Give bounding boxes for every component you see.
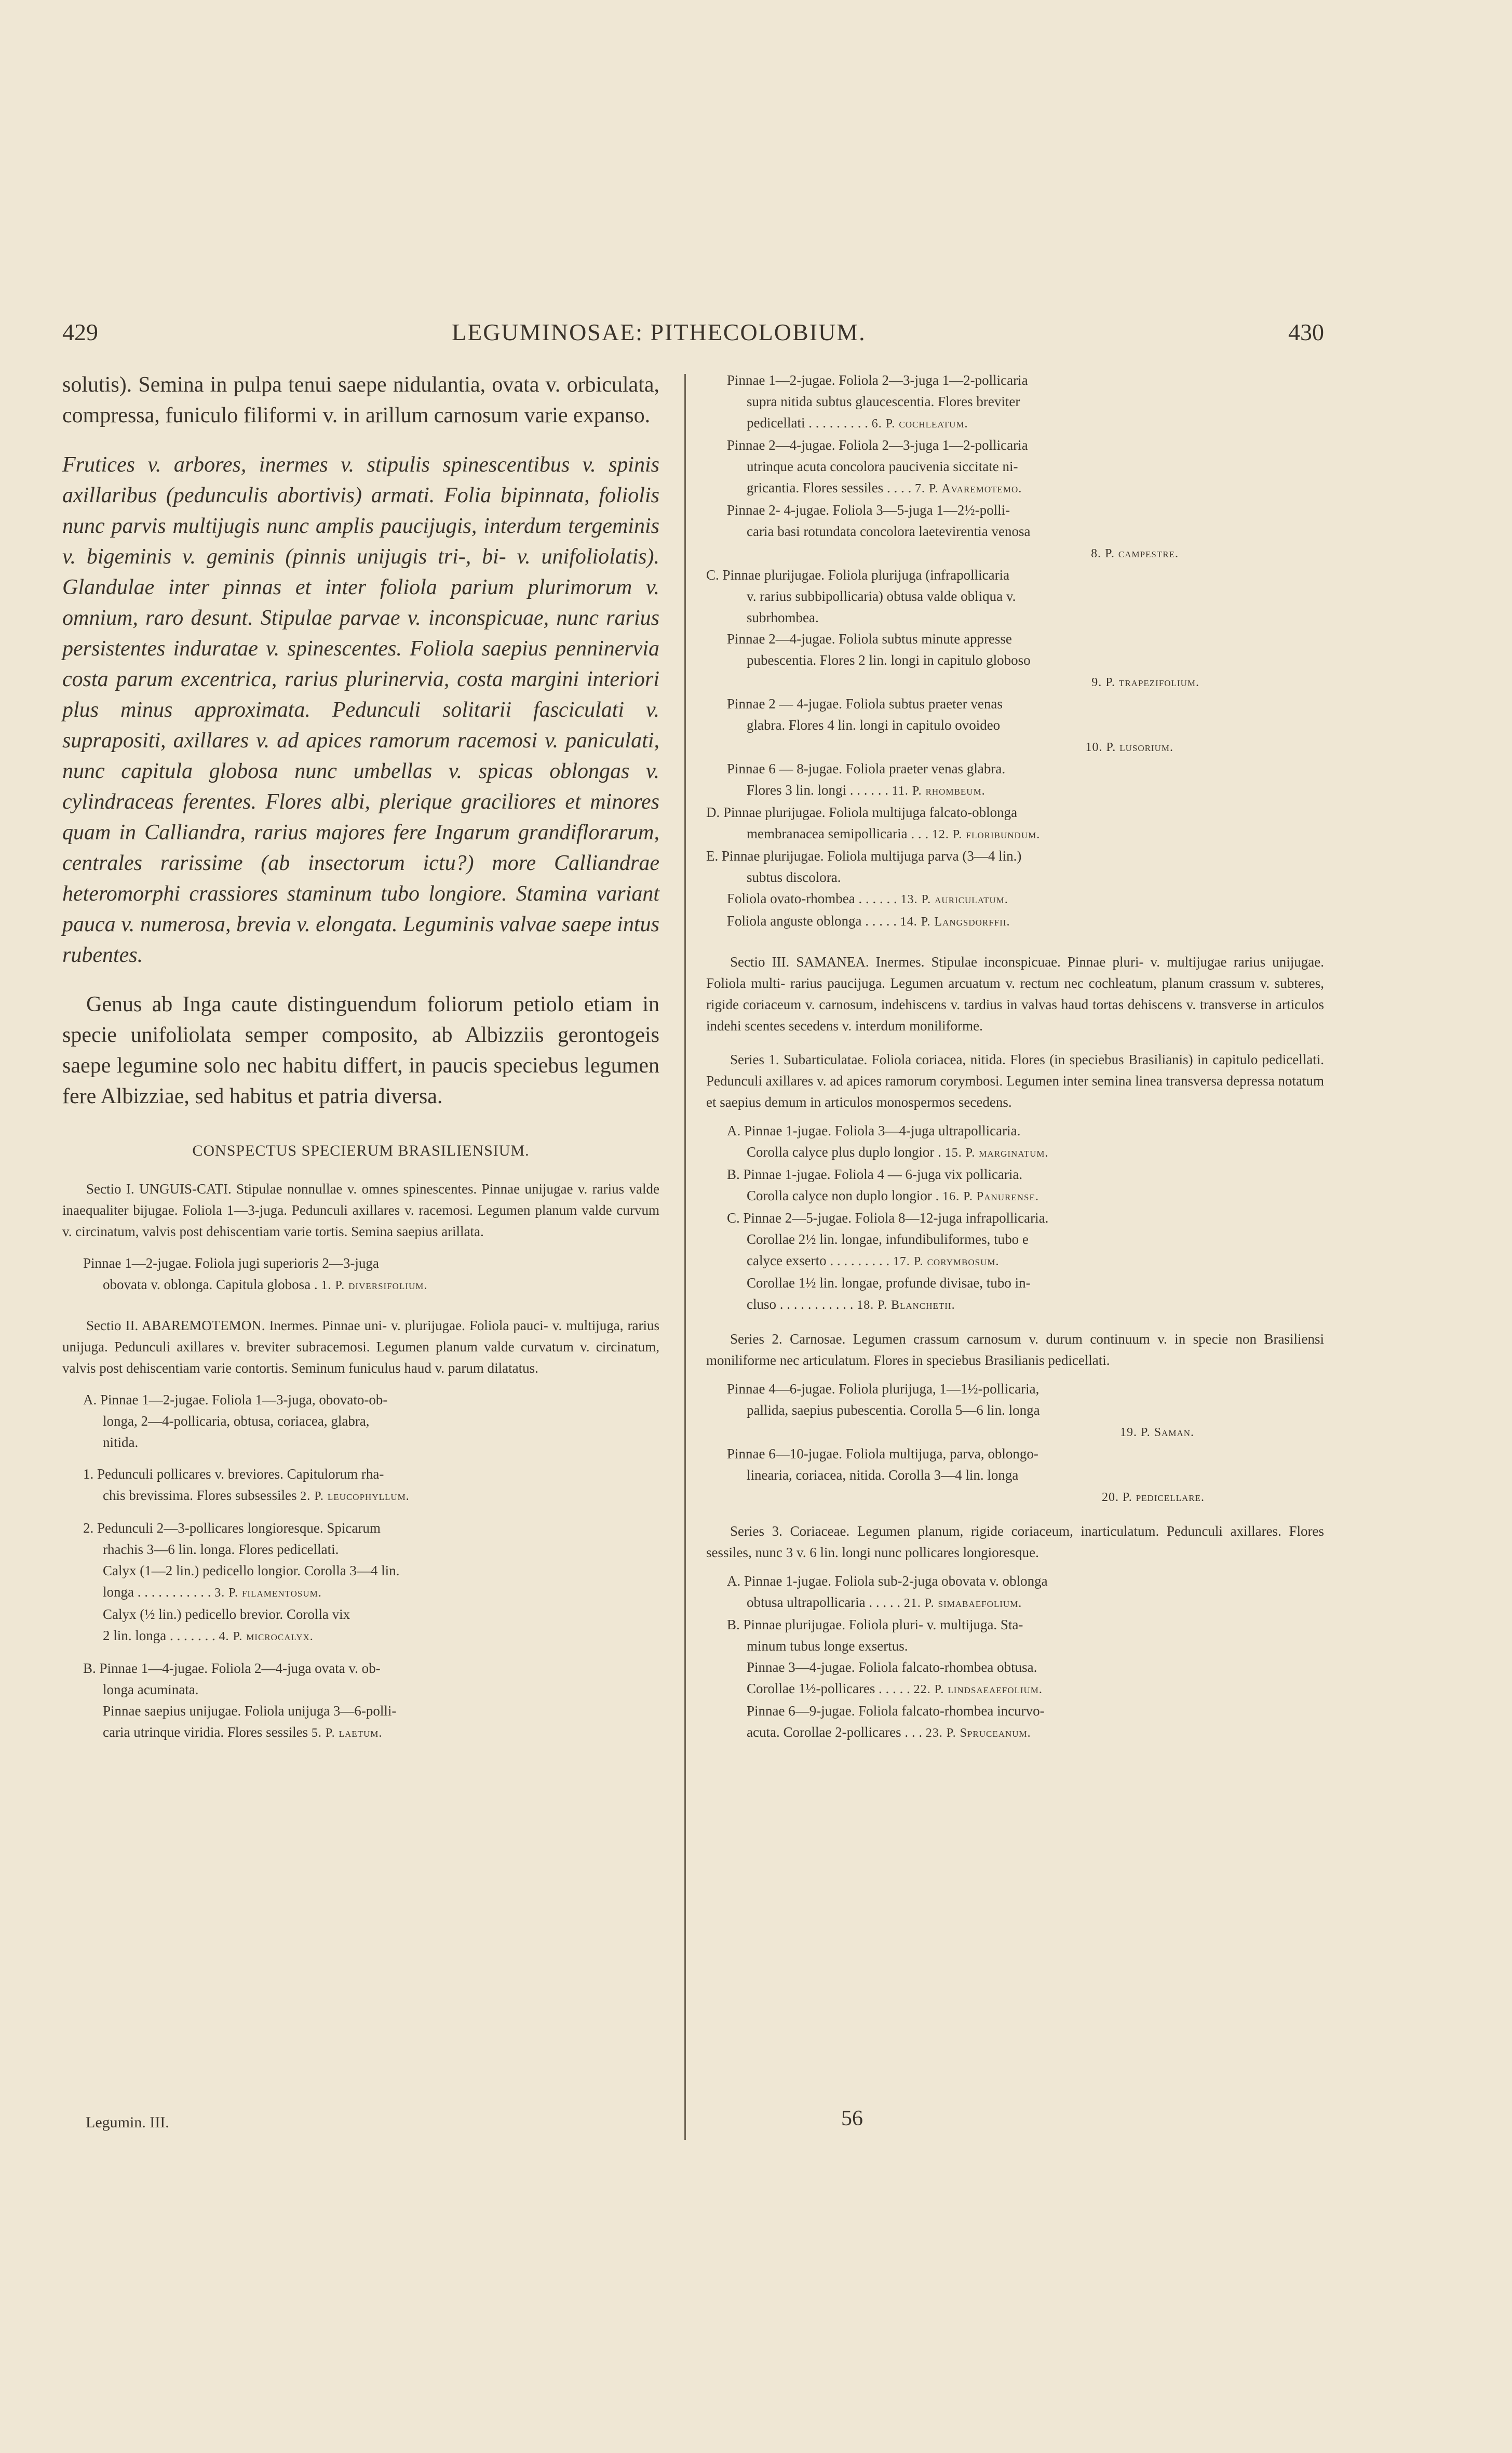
key-series-1: A. Pinnae 1-jugae. Foliola 3—4-juga ultrapollicaria. Corolla calyce plus duplo longior . 15. P. marginatum. B. Pinnae 1-jugae. Foliola 4 — 6-juga vix pollicaria. Corolla calyce non duplo longior . 16. P. Panurense. C. Pinnae 2—5-jugae. Foliola 8—12-juga infrapollicaria. Corollae 2½ lin. longae, infundibuliformes, tubo e calyce exserto . . . . . . . . . 17. P. corymbosum. Corollae 1½ lin. longae, profunde divisae, tubo in- cluso . . . . . . . . . . . 18. P. Blanchetii. (727, 1123, 1049, 1312)
key-entry-1: 1. Pedunculi pollicares v. breviores. Capitulorum rha- chis brevissima. Flores subsessiles 2. P. leucophyllum. (83, 1466, 410, 1503)
running-head (62, 317, 1324, 353)
conspectus-heading: CONSPECTUS SPECIERUM BRASILIENSIUM. (192, 1142, 530, 1159)
left-column (62, 370, 659, 1744)
series-1: Series 1. Subarticulatae. Foliola coriacea, nitida. Flores (in speciebus Brasilianis) in capitulo pedicellati. Pedunculi axillares v. ad apices ramorum corymbosi. Legumen inter semina linea transversa depressa notatum et saepius demum in articulos monospermos secedens. (706, 1052, 1324, 1110)
sheet-number: 56 (841, 2107, 863, 2130)
key-series-2: Pinnae 4—6-jugae. Foliola plurijuga, 1—1½-pollicaria, pallida, saepius pubescentia. Corolla 5—6 lin. longa 19. P. Saman. Pinnae 6—10-jugae. Foliola multijuga, parva, oblongo- linearia, coriacea, nitida. Corolla 3—4 lin. longa 20. P. pedicellare. (727, 1381, 1205, 1504)
page-number-left: 429 (62, 319, 98, 345)
sectio-2: Sectio II. ABAREMOTEMON. Inermes. Pinnae uni- v. plurijugae. Foliola pauci- v. multijuga, rarius unijuga. Pedunculi axillares v. breviter subracemosi. Legumen planum valde curvatum v. circinatum, valvis post dehiscentiam varie contortis. Seminum funiculus haud v. parum dilatatus. (62, 1318, 659, 1376)
page-number-right: 430 (1288, 319, 1324, 345)
paragraph-description: Frutices v. arbores, inermes v. stipulis spinescentibus v. spinis axillaribus (pedunculis abortivis) armati. Folia bipinnata, foliolis nunc parvis multijugis nunc amplis paucijugis, interdum tergeminis v. bigeminis v. geminis (pinnis unijugis tri-, bi- v. unifoliolatis). Glandulae inter pinnas et inter foliola parium plurimorum v. omnium, raro desunt. Stipulae parvae v. inconspicuae, nunc rarius persistentes induratae v. spinescentes. Foliola saepius penninervia costa parum excentrica, rarius plurinervia, costa margini interiori plus minus approximata. Pedunculi solitarii fasciculati v. suprapositi, axillares v. ad apices ramorum racemosi v. paniculati, nunc capitula globosa nunc umbellas v. spicas oblongas v. cylindraceas ferentes. Flores albi, plerique graciliores et minores quam in Calliandra, rarius majores fere Ingarum grandiflorarum, centrales rarissime (ab insectorum ictu?) more Calliandrae heteromorphi crassiores staminum tubo longiore. Stamina variant pauca v. numerosa, brevia v. elongata. Leguminis valvae saepe intus rubentes. (62, 453, 659, 967)
sectio-3: Sectio III. SAMANEA. Inermes. Stipulae inconspicuae. Pinnae pluri- v. multijugae rarius unijugae. Foliola multi- rarius paucijuga. Legumen arcuatum v. rectum nec cochleatum, planum crassum v. subteres, rigide coriaceum v. carnosum, indehiscens v. tardius in valvas haud tortas dehiscens v. transverse in articulos indehi scentes secedens v. interdum moniliforme. (706, 954, 1324, 1034)
key-group-B: B. Pinnae 1—4-jugae. Foliola 2—4-juga ovata v. ob- longa acuminata. Pinnae saepius unijugae. Foliola unijuga 3—6-polli- caria utrinque viridia. Flores sessiles 5. P. laetum. (83, 1660, 397, 1740)
key-group-A: A. Pinnae 1—2-jugae. Foliola 1—3-juga, obovato-ob- longa, 2—4-pollicaria, obtusa, coriacea, glabra, nitida. (83, 1392, 388, 1450)
series-2: Series 2. Carnosae. Legumen crassum carnosum v. durum continuum v. in specie non Brasiliensi moniliforme nec articulatum. Flores in speciebus Brasilianis pedicellati. (706, 1331, 1324, 1368)
series-3: Series 3. Coriaceae. Legumen planum, rigide coriaceum, inarticulatum. Pedunculi axillares. Flores sessiles, nunc 3 v. 6 lin. longi nunc pollicares longioresque. (706, 1523, 1324, 1560)
key-group-C: C. Pinnae plurijugae. Foliola plurijuga (infrapollicaria v. rarius subbipollicaria) obtusa valde obliqua v. subrhombea. Pinnae 2—4-jugae. Foliola subtus minute appresse pubescentia. Flores 2 lin. longi in capitulo globoso 9. P. trapezifolium. Pinnae 2 — 4-jugae. Foliola subtus praeter venas glabra. Flores 4 lin. longi in capitulo ovoideo 10. P. lusorium. Pinnae 6 — 8-jugae. Foliola praeter venas glabra. Flores 3 lin. longi . . . . . . 11. P. rhombeum. D. Pinnae plurijugae. Foliola multijuga falcato-oblonga membranacea semipollicaria . . . 12. P. floribundum. E. Pinnae plurijugae. Foliola multijuga parva (3—4 lin.) subtus discolora. Foliola ovato-rhombea . . . . . . 13. P. auriculatum. Foliola anguste oblonga . . . . . 14. P. Langsdorffii. (706, 567, 1199, 929)
column-divider (684, 374, 686, 2140)
sectio-1: Sectio I. UNGUIS-CATI. Stipulae nonnullae v. omnes spinescentes. Pinnae unijugae v. rarius valde inaequaliter bijugae. Foliola 1—3-juga. Pedunculi axillares v. racemosi. Legumen planum valde curvum v. circinatum, valvis post dehiscentiam varie tortis. Semina saepius arillata. (62, 1181, 659, 1239)
paragraph-semina: solutis). Semina in pulpa tenui saepe nidulantia, ovata v. orbiculata, compressa, funiculo filiformi v. in arillum carnosum varie expanso. (62, 373, 659, 427)
key-series-3: A. Pinnae 1-jugae. Foliola sub-2-juga obovata v. oblonga obtusa ultrapollicaria . . . . . 21. P. simabaefolium. B. Pinnae plurijugae. Foliola pluri- v. multijuga. Sta- minum tubus longe exsertus. Pinnae 3—4-jugae. Foliola falcato-rhombea obtusa. Corollae 1½-pollicares . . . . . 22. P. lindsaeaefolium. Pinnae 6—9-jugae. Foliola falcato-rhombea incurvo- acuta. Corollae 2-pollicares . . . 23. P. Spruceanum. (727, 1573, 1048, 1740)
signature-mark: Legumin. III. (86, 2114, 169, 2131)
key-entry-6: Pinnae 1—2-jugae. Foliola 2—3-juga 1—2-pollicaria supra nitida subtus glaucescentia. Flores breviter pedicellati . . . . . . . . . 6. P. cochleatum. Pinnae 2—4-jugae. Foliola 2—3-juga 1—2-pollicaria utrinque acuta concolora paucivenia siccitate ni- gricantia. Flores sessiles . . . . 7. P. Avaremotemo. Pinnae 2- 4-jugae. Foliola 3—5-juga 1—2½-polli- caria basi rotundata concolora laetevirentia venosa 8. P. campestre. (727, 372, 1179, 560)
key-entry-2: 2. Pedunculi 2—3-pollicares longioresque. Spicarum rhachis 3—6 lin. longa. Flores pedicellati. Calyx (1—2 lin.) pedicello longior. Corolla 3—4 lin. longa . . . . . . . . . . . 3. P. filamentosum. Calyx (½ lin.) pedicello brevior. Corolla vix 2 lin. longa . . . . . . . 4. P. microcalyx. (83, 1520, 400, 1643)
key-entry: Pinnae 1—2-jugae. Foliola jugi superioris 2—3-juga obovata v. oblonga. Capitula globosa . 1. P. diversifolium. (83, 1255, 428, 1292)
right-column (706, 370, 1324, 1744)
paragraph-genus-note: Genus ab Inga caute distinguendum foliorum petiolo etiam in specie unifoliolata semper composito, ab Albizziis gerontogeis saepe legumine solo nec habitu differt, in paucis speciebus legumen fere Albizziae, sed habitus et patria diversa. (62, 993, 659, 1108)
running-title: LEGUMINOSAE: PITHECOLOBIUM. (452, 319, 866, 345)
